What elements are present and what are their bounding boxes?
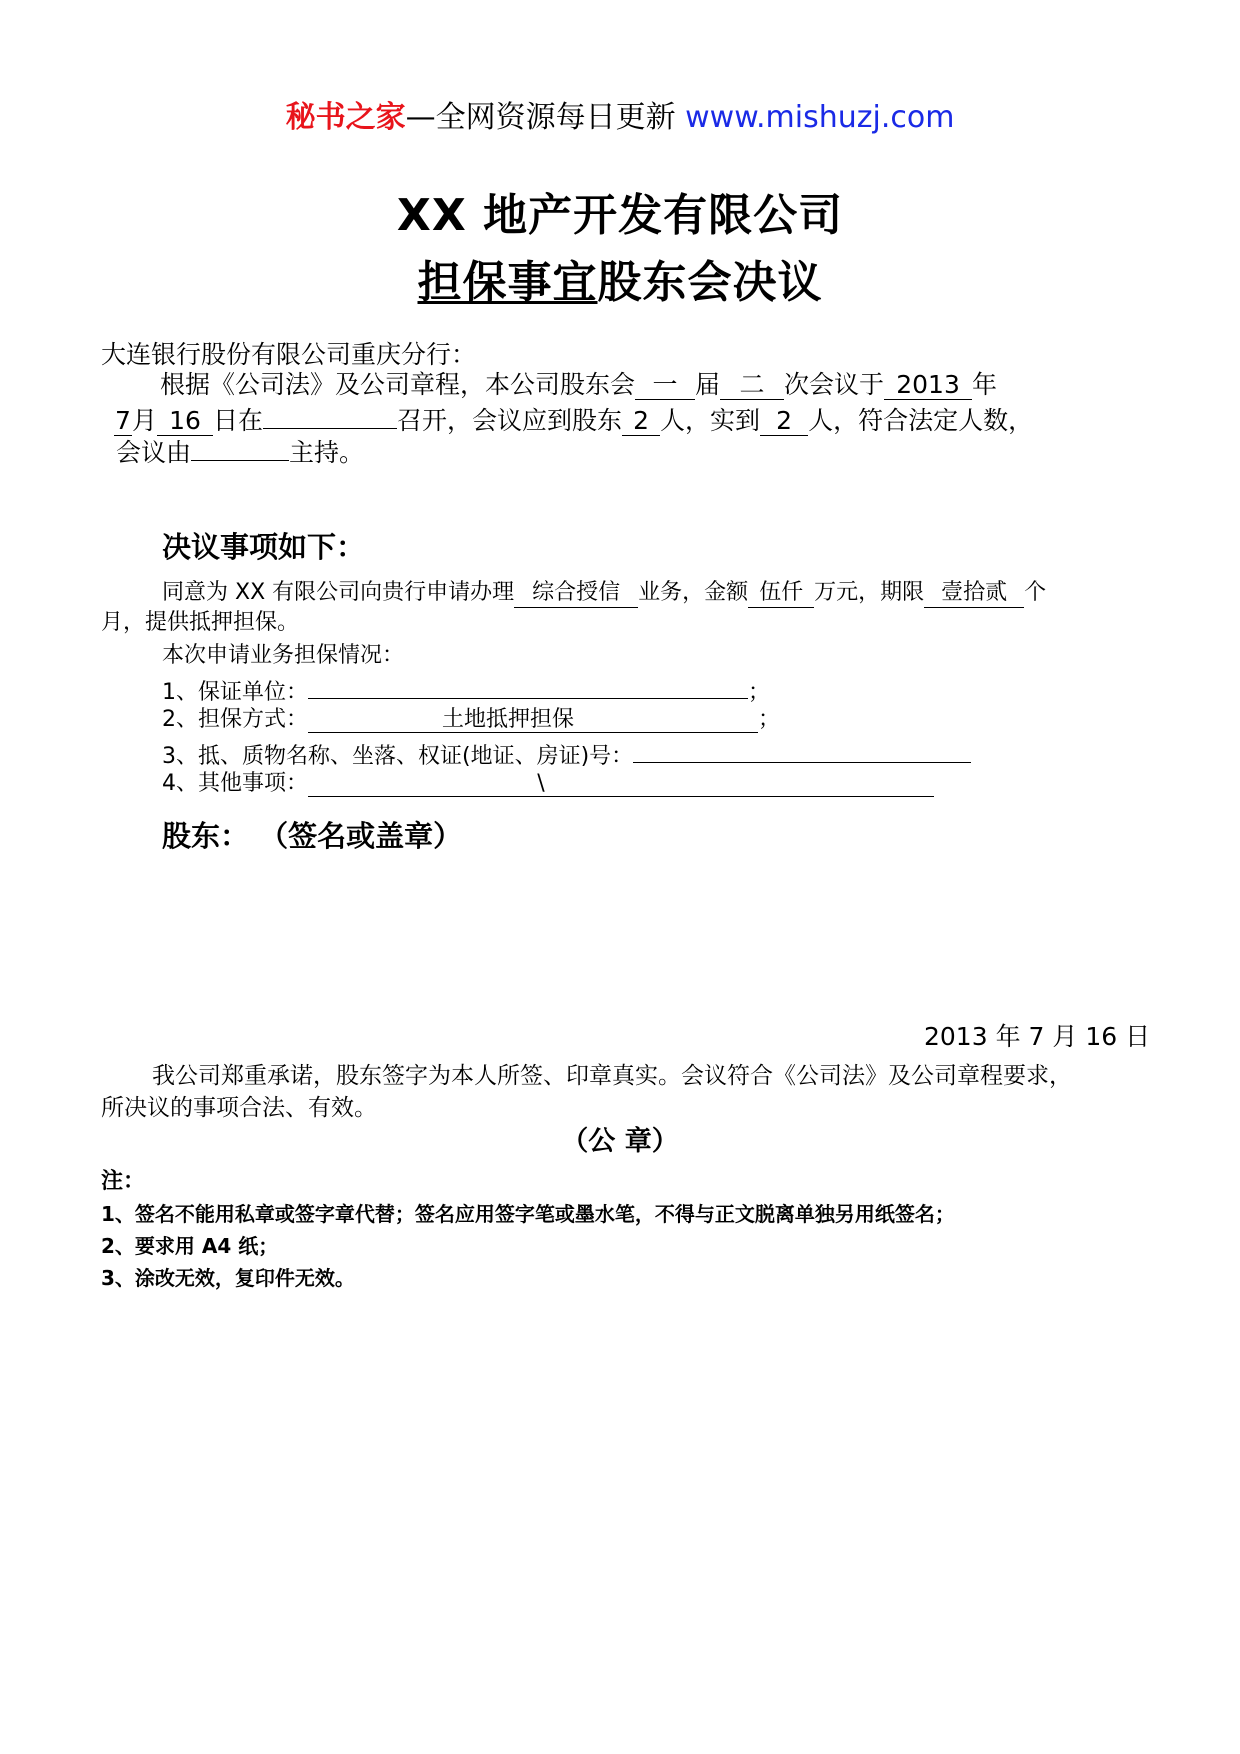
note-item: 2、要求用 A4 纸；: [101, 1234, 279, 1258]
meeting-text: 届: [695, 370, 721, 399]
addressee: 大连银行股份有限公司重庆分行：: [101, 340, 477, 369]
resolution-text: 个: [1024, 580, 1047, 605]
business-field[interactable]: 综合授信: [514, 579, 638, 608]
meeting-text: 年: [972, 370, 998, 399]
meeting-text: 召开，会议应到股东: [397, 406, 623, 435]
guarantee-method-field[interactable]: [308, 706, 758, 733]
company-title: XX 地产开发有限公司: [396, 190, 844, 241]
meeting-line-3: [116, 432, 364, 470]
document-title-underlined: 担保事宜: [417, 257, 598, 308]
document-title-rest: 股东会决议: [597, 257, 823, 308]
resolution-line-1: [162, 577, 1046, 609]
resolution-text: 同意为 XX 有限公司向贵行申请办理: [162, 580, 515, 605]
resolution-line-2: 月，提供抵押担保。: [101, 610, 300, 635]
meeting-text: 根据《公司法》及公司章程，本公司股东会: [160, 370, 636, 399]
meeting-text: 日在: [213, 406, 264, 435]
month-field[interactable]: 7: [115, 406, 131, 435]
meeting-line-1: [160, 368, 997, 402]
shareholders-signature-heading: 股东： （签名或盖章）: [162, 819, 463, 853]
resolution-text: 万元，期限: [814, 580, 925, 605]
guarantor-field[interactable]: [308, 672, 748, 699]
guarantee-item-label: 1、保证单位：: [162, 680, 308, 705]
day-field[interactable]: 16: [157, 407, 213, 436]
resolution-heading: 决议事项如下：: [162, 530, 366, 564]
guarantee-item-suffix: ；: [758, 707, 781, 732]
guarantee-intro: 本次申请业务担保情况：: [162, 643, 405, 668]
guarantee-method-value: 土地抵押担保: [441, 707, 574, 732]
year-field[interactable]: 2013: [884, 371, 972, 400]
brand-name: 秘书之家: [285, 100, 406, 135]
commitment-line-1: 我公司郑重承诺，股东签字为本人所签、印章真实。会议符合《公司法》及公司章程要求，: [152, 1063, 1072, 1089]
company-seal-label: （公 章）: [561, 1126, 679, 1157]
term-field[interactable]: 壹拾贰: [924, 579, 1024, 608]
guarantee-item-label: 2、担保方式：: [162, 707, 308, 732]
meeting-text: 人，符合法定人数，: [808, 406, 1034, 435]
other-matters-field[interactable]: [308, 770, 934, 797]
amount-field[interactable]: 伍仟: [748, 579, 814, 608]
guarantee-item-label: 3、抵、质物名称、坐落、权证(地证、房证)号：: [162, 744, 634, 769]
site-header: [0, 98, 1240, 138]
header-slogan: —全网资源每日更新: [405, 100, 686, 135]
site-url[interactable]: www.mishuzj.com: [685, 100, 955, 135]
guarantee-item-label: 4、其他事项：: [162, 771, 308, 796]
collateral-field[interactable]: [633, 736, 971, 763]
meeting-text: 次会议于: [784, 370, 885, 399]
place-field[interactable]: [263, 400, 397, 429]
commitment-line-2: 所决议的事项合法、有效。: [101, 1095, 377, 1121]
notes-title: 注：: [101, 1169, 146, 1194]
actual-shareholders-field[interactable]: 2: [760, 407, 808, 436]
guarantee-item-2: [162, 704, 780, 736]
session-field[interactable]: 一: [635, 371, 695, 400]
meeting-text: 人，实到: [660, 406, 761, 435]
guarantee-item-4: [162, 768, 934, 800]
meeting-text: 主持。: [289, 438, 365, 467]
meeting-text: 月: [132, 406, 158, 435]
other-matters-value: \: [537, 771, 545, 796]
resolution-date: 2013 年 7 月 16 日: [924, 1022, 1151, 1051]
guarantee-item-suffix: ；: [748, 680, 771, 705]
resolution-text: 业务，金额: [638, 580, 749, 605]
document-title: [0, 255, 1240, 311]
expected-shareholders-field[interactable]: 2: [622, 407, 660, 436]
note-item: 3、涂改无效，复印件无效。: [101, 1266, 355, 1290]
times-field[interactable]: 二: [720, 371, 784, 400]
note-item: 1、签名不能用私章或签字章代替；签名应用签字笔或墨水笔，不得与正文脱离单独另用纸签名；: [101, 1202, 955, 1226]
meeting-text: 会议由: [116, 438, 192, 467]
host-field[interactable]: [191, 432, 289, 461]
